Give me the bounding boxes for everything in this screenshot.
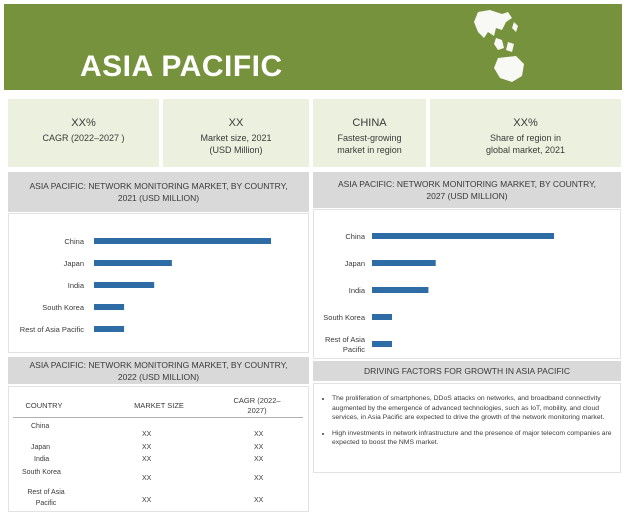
kpi-cagr-value: XX% xyxy=(71,117,96,129)
row-market-size: XX xyxy=(142,431,152,438)
row-market-size: XX xyxy=(142,497,152,504)
table-header-market-size: MARKET SIZE xyxy=(134,401,184,410)
bar-india xyxy=(94,282,154,288)
table-title: ASIA PACIFIC: NETWORK MONITORING MARKET, BY COUNTRY, 2022 (USD MILLION) xyxy=(8,357,309,384)
kpi-cagr-label: CAGR (2022–2027 ) xyxy=(42,133,125,143)
kpi-fastest-growing xyxy=(313,99,426,167)
table-row xyxy=(9,456,308,468)
table-header-cagr: CAGR (2022–2027) xyxy=(233,396,281,415)
chart-2021-panel xyxy=(8,213,309,353)
kpi-cagr xyxy=(8,99,159,167)
row-cagr: XX xyxy=(254,456,264,463)
drivers-list xyxy=(320,394,614,448)
row-country: India xyxy=(34,456,50,463)
bar-japan xyxy=(372,260,436,266)
kpi-market-size xyxy=(163,99,309,167)
chart-2021 xyxy=(9,214,308,352)
driver-item: • The proliferation of smartphones, DDoS attacks on networks, and broadband connectivity augmented by the emergence of advanced technologies, such as IoT, mobility, and cloud services, in Asia Pacific are expected to drive the growth of the network monitoring market. xyxy=(332,394,614,423)
asia-pacific-map-icon xyxy=(468,8,528,86)
row-market-size: XX xyxy=(142,444,152,451)
bar-japan xyxy=(94,260,172,266)
drivers-panel xyxy=(313,383,621,473)
category-label: India xyxy=(67,281,84,290)
chart-2027 xyxy=(314,210,620,358)
drivers-title: DRIVING FACTORS FOR GROWTH IN ASIA PACIFIC xyxy=(313,361,621,381)
row-country: South Korea xyxy=(22,469,61,476)
banner-title: ASIA PACIFIC xyxy=(80,50,283,83)
chart-2021-title: ASIA PACIFIC: NETWORK MONITORING MARKET, BY COUNTRY, 2021 (USD MILLION) xyxy=(8,172,309,212)
category-label: China xyxy=(64,237,84,246)
kpi-share-value: XX% xyxy=(513,117,538,129)
bar-south-korea xyxy=(372,314,392,320)
row-cagr: XX xyxy=(254,431,264,438)
category-label: South Korea xyxy=(42,303,84,312)
category-label: Japan xyxy=(344,259,365,268)
table-row xyxy=(9,423,308,439)
bar-china xyxy=(94,238,271,244)
table-row xyxy=(9,444,308,456)
category-label: Rest of Asia Pacific xyxy=(19,325,84,334)
kpi-market-size-label: Market size, 2021 (USD Million) xyxy=(200,133,272,155)
bar-india xyxy=(372,287,428,293)
bar-rest-of-asia-pacific xyxy=(372,341,392,347)
row-market-size: XX xyxy=(142,456,152,463)
bar-rest-of-asia-pacific xyxy=(94,326,124,332)
category-label: South Korea xyxy=(323,313,365,322)
category-label: Japan xyxy=(63,259,84,268)
table-row xyxy=(9,469,308,485)
chart-2027-title: ASIA PACIFIC: NETWORK MONITORING MARKET, BY COUNTRY, 2027 (USD MILLION) xyxy=(313,172,621,208)
row-cagr: XX xyxy=(254,497,264,504)
bar-south-korea xyxy=(94,304,124,310)
chart-2027-panel xyxy=(313,209,621,359)
row-country: Rest of Asia Pacific xyxy=(27,489,65,507)
country-table xyxy=(8,386,309,512)
kpi-fastest-growing-label: Fastest-growing market in region xyxy=(337,133,402,155)
kpi-share xyxy=(430,99,621,167)
table-header-country: COUNTRY xyxy=(25,401,63,410)
row-cagr: XX xyxy=(254,444,264,451)
row-country: Japan xyxy=(31,444,51,451)
category-label: China xyxy=(345,232,365,241)
kpi-share-label: Share of region in global market, 2021 xyxy=(485,133,566,155)
bar-china xyxy=(372,233,554,239)
row-market-size: XX xyxy=(142,475,152,482)
row-country: China xyxy=(31,423,50,430)
row-cagr: XX xyxy=(254,475,264,482)
kpi-fastest-growing-value: CHINA xyxy=(352,117,387,129)
category-label: India xyxy=(348,286,365,295)
driver-item: • High investments in network infrastructure and the presence of major telecom companies are expected to boost the NMS market. xyxy=(332,429,614,448)
table-row xyxy=(9,487,308,509)
kpi-market-size-value: XX xyxy=(228,117,244,129)
category-label: Rest of Asia Pacific xyxy=(324,335,365,354)
table-header-divider xyxy=(13,417,303,418)
